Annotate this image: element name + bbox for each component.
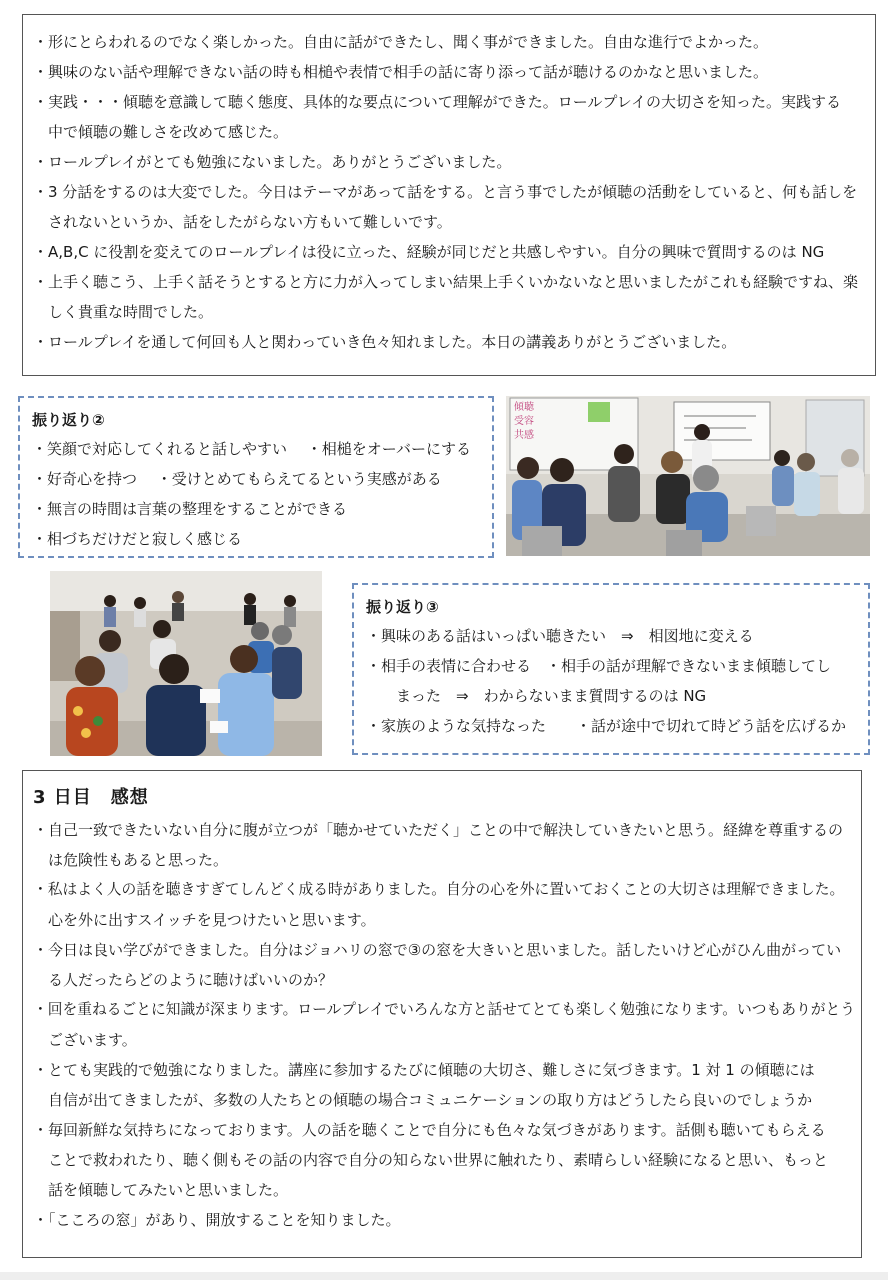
workshop-photo-group [50,571,322,756]
reflection-line: ・好奇心を持つ ・受けとめてもらえてるという実感がある [32,470,442,488]
day3-line: ・とても実践的で勉強になりました。講座に参加するたびに傾聴の大切さ、難しさに気づきます。1 対 1 の傾聴には [33,1061,815,1079]
feedback-line: ・A,B,C に役割を変えてのロールプレイは役に立った、経験が同じだと共感しやすい。自分の興味で質問するのは NG [33,243,825,261]
day3-line: は危険性もあると思った。 [33,851,229,869]
reflection-2-title: 振り返り② [32,411,105,429]
day3-title: 3 日目 感想 [33,787,149,808]
svg-text:共感: 共感 [514,430,534,441]
reflection-3-box [352,583,870,755]
svg-text:傾聴: 傾聴 [514,402,534,413]
day3-line: 話を傾聴してみたいと思いました。 [33,1181,289,1199]
day3-line: ・自己一致できたいない自分に腹が立つが「聴かせていただく」ことの中で解決していきたいと思う。経緯を尊重するの [33,821,844,839]
reflection-2-list [32,434,492,554]
workshop-photo-art [506,396,870,556]
feedback-line: ・ロールプレイがとても勉強にないました。ありがとうございました。 [33,153,512,171]
feedback-line: ・上手く聴こう、上手く話そうとすると方に力が入ってしまい結果上手くいかないなと思いましたがこれも経験ですね、楽 [33,273,859,291]
feedback-line: 中で傾聴の難しさを改めて感じた。 [33,123,289,141]
day3-line: ・私はよく人の話を聴きすぎてしんどく成る時がありました。自分の心を外に置いておくことの大切さは理解できました。 [33,881,845,898]
day3-line: 自信が出てきましたが、多数の人たちとの傾聴の場合コミュニケーションの取り方はどうしたら良いのでしょうか [33,1091,813,1109]
reflection-line: ・無言の時間は言葉の整理をすることができる [32,500,348,518]
svg-text:受容: 受容 [514,416,534,427]
feedback-line: ・実践・・・傾聴を意識して聴く態度、具体的な要点について理解ができた。ロールプレイの大切さを知った。実践する [33,93,842,111]
feedback-top-list [33,27,875,357]
day3-line: ことで救われたり、聴く側もその話の内容で自分の知らない世界に触れたり、素晴らしい経験になると思い、もっと [33,1151,829,1169]
workshop-photo-whiteboard [506,396,870,556]
feedback-line: されないというか、話をしたがらない方もいて難しいです。 [33,213,452,231]
feedback-line: ・ロールプレイを通して何回も人と関わっていき色々知れました。本日の講義ありがとうございました。 [33,333,737,351]
feedback-line: ・形にとらわれるのでなく楽しかった。自由に話ができたし、聞く事ができました。自由な進行でよかった。 [33,33,769,51]
group-photo-art [50,571,322,756]
reflection-2-box [18,396,494,558]
page-bottom-strip [0,1272,888,1280]
day3-line: ・毎回新鮮な気持ちになっております。人の話を聴くことで自分にも色々な気づきがあります。話側も聴いてもらえる [33,1121,826,1139]
reflection-line: まった ⇒ わからないまま質問するのは NG [366,687,707,705]
reflection-3-list [366,621,868,741]
day3-box [22,770,862,1258]
day3-line: ございます。 [33,1031,137,1049]
reflection-3-title: 振り返り③ [366,598,439,616]
reflection-line: ・相づちだけだと寂しく感じる [32,530,243,548]
feedback-line: しく貴重な時間でした。 [33,303,214,321]
day3-line: ・「こころの窓」があり、開放することを知りました。 [33,1211,401,1229]
feedback-line: ・3 分話をするのは大変でした。今日はテーマがあって話をする。と言う事でしたが傾聴の活動をしていると、何も話しを [33,183,858,201]
day3-line: ・今日は良い学びができました。自分はジョハリの窓で③の窓を大きいと思いました。話したいけど心がひん曲がってい [33,941,842,959]
day3-line: る人だったらどのように聴けばいいのか？ [33,971,334,989]
reflection-line: ・興味のある話はいっぱい聴きたい ⇒ 相図地に変える [366,627,754,645]
day3-line: 心を外に出すスイッチを見つけたいと思います。 [33,911,376,929]
reflection-line: ・相手の表情に合わせる ・相手の話が理解できないまま傾聴してし [366,657,832,675]
feedback-line: ・興味のない話や理解できない話の時も相槌や表情で相手の話に寄り添って話が聴けるのかなと思いました。 [33,63,769,81]
feedback-top-box [22,14,876,376]
day3-list [33,815,861,1235]
reflection-line: ・家族のような気持なった ・話が途中で切れて時どう話を広げるか [366,717,847,735]
reflection-line: ・笑顔で対応してくれると話しやすい ・相槌をオーバーにする [32,440,472,458]
day3-line: ・回を重ねるごとに知識が深まります。ロールプレイでいろんな方と話せてとても楽しく勉強になります。いつもありがとう [33,1001,856,1018]
